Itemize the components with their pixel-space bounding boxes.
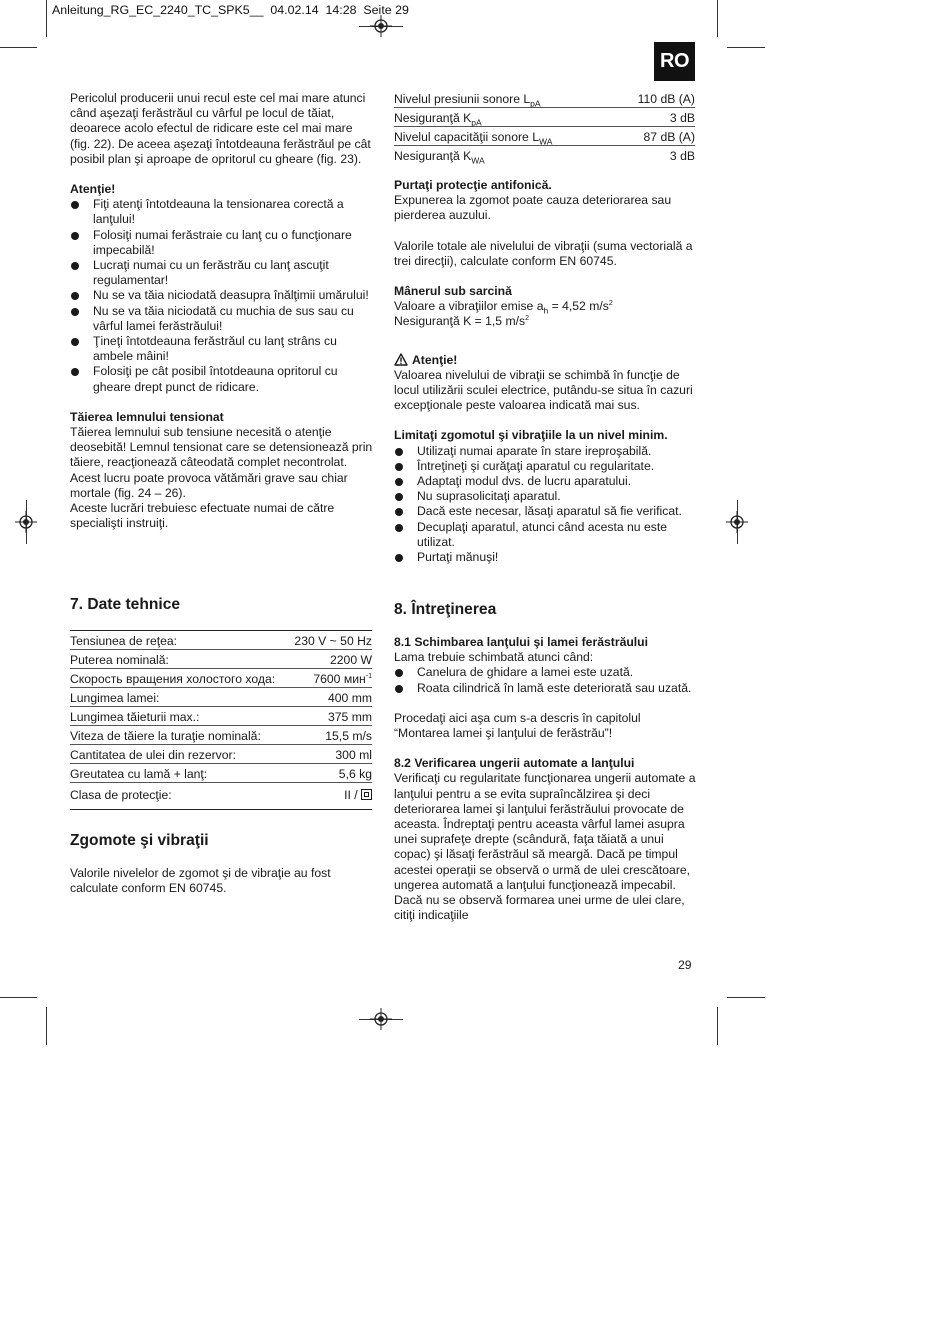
table-cell-label <box>394 89 615 108</box>
table-row <box>70 707 372 726</box>
handle-value: = 4,52 m/s <box>548 299 609 314</box>
handle-heading: Mânerul sub sarcină <box>394 284 512 299</box>
table-cell-value <box>289 783 372 810</box>
noise-table <box>394 89 695 164</box>
handle-exponent: 2 <box>608 300 613 308</box>
print-header <box>52 3 409 18</box>
handle-vibration-line <box>394 299 696 314</box>
handle-text: Valoare a vibraţiilor emise a <box>394 299 544 314</box>
kickback-paragraph: Pericolul producerii unui recul este cel mai mare atunci când aşezaţi ferăstrăul cu vârful pe locul de tăiat, deoarece acolo efectul de ridicare este cel mai mare (fig. 22). De aceea aşezaţi întotdeauna ferăstrăul pe cât posibil plan şi aproape de opritorul cu gheare (fig. 23). <box>70 91 371 166</box>
warning-title: Atenţie! <box>412 352 458 367</box>
list-item: Ţineţi întotdeauna ferăstrăul cu lanţ strâns cu ambele mâini! <box>70 334 373 364</box>
table-row <box>70 745 372 764</box>
right-column <box>394 178 696 565</box>
warning-heading <box>394 353 696 368</box>
table-cell-label: Viteza de tăiere la turaţie nominală: <box>70 726 289 745</box>
list-item: Întreţineţi şi curăţaţi aparatul cu regularitate. <box>394 459 696 474</box>
ear-protection-heading: Purtaţi protecţie antifonică. <box>394 178 552 192</box>
language-badge: RO <box>654 42 695 81</box>
table-cell-value: 375 mm <box>289 707 372 726</box>
crop-mark <box>727 997 765 998</box>
table-cell-label: Greutatea cu lamă + lanţ: <box>70 764 289 783</box>
limit-heading: Limitaţi zgomotul şi vibraţiile la un nivel minim. <box>394 428 668 443</box>
crop-mark <box>46 0 47 37</box>
table-row <box>70 631 372 650</box>
tech-data-table <box>70 630 372 810</box>
list-item: Lucraţi numai cu un ferăstrău cu lanţ ascuţit regulamentar! <box>70 258 373 288</box>
left-column <box>70 91 373 531</box>
noise-label: Nivelul capacităţii sonore L <box>394 129 539 144</box>
tensioned-wood-heading: Tăierea lemnului tensionat <box>70 409 224 424</box>
table-cell-value: 300 ml <box>289 745 372 764</box>
warning-triangle-icon <box>394 353 408 366</box>
attention-heading: Atenţie! <box>70 182 116 197</box>
table-cell-label <box>394 127 615 146</box>
vibration-paragraph: Valorile totale ale nivelului de vibraţii (suma vectorială a trei direcţii), calculate conform EN 60745. <box>394 238 693 268</box>
list-item: Fiţi atenţi întotdeauna la tensionarea corectă a lanţului! <box>70 197 373 227</box>
table-row <box>70 783 372 810</box>
table-cell-value: 110 dB (A) <box>615 89 695 108</box>
table-row <box>70 726 372 745</box>
protection-class-value: II / <box>344 788 358 803</box>
registration-mark-icon <box>15 511 37 533</box>
crop-mark <box>717 0 718 37</box>
section-8-1-paragraph: Lama trebuie schimbată atunci când: <box>394 650 594 665</box>
header-page-ref: Seite 29 <box>363 3 409 17</box>
tensioned-wood-paragraph-2: Aceste lucrări trebuiesc efectuate numai de către specialişti instruiţi. <box>70 501 335 531</box>
tensioned-wood-paragraph: Tăierea lemnului sub tensiune necesită o atenţie deosebită! Lemnul tensionat care se detensionează prin tăiere, reacţionează câteodată complet necontrolat. Acest lucru poate provoca vătămări grave sau chiar mortale (fig. 24 – 26). <box>70 425 373 500</box>
uncertainty-text: Nesiguranţă K = 1,5 m/s <box>394 314 526 329</box>
table-cell-label: Tensiunea de reţea: <box>70 631 289 650</box>
section-8-1-paragraph-2: Procedaţi aici aşa cum s-a descris în capitolul “Montarea lamei şi lanţului de ferăstrău”! <box>394 710 641 741</box>
noise-heading: Zgomote şi vibraţii <box>70 832 209 849</box>
table-cell-value: 5,6 kg <box>289 764 372 783</box>
limit-list <box>394 444 696 566</box>
table-cell-label: Clasa de protecţie: <box>70 783 289 810</box>
section-8-2-heading: 8.2 Verificarea ungerii automate a lanţului <box>394 756 635 771</box>
table-row <box>394 108 695 127</box>
tech-data-heading: 7. Date tehnice <box>70 596 181 613</box>
registration-mark-icon <box>370 1008 392 1030</box>
tech-data-table-wrap <box>70 630 372 810</box>
crop-mark <box>717 1007 718 1045</box>
crop-mark <box>0 997 37 998</box>
table-cell-label: Cantitatea de ulei din rezervor: <box>70 745 289 764</box>
section-8-2-paragraph: Verificaţi cu regularitate funcţionarea ungerii automate a lanţului pentru a se evita supraîncălzirea şi deci deteriorarea lamei şi lanţului ferăstrăului provocate de aceasta. Îndreptaţi pentru aceasta vârful lamei asupra unei suprafeţe drepte (scândură, faţa tăiată a unui copac) şi lăsaţi ferăstrăul să meargă. Dacă pe timpul acestei operaţii se observă o urmă de ulei crescătoare, ungerea automată a lanţului funcţionează impecabil. Dacă nu se observă formarea unei urme de ulei clare, citiţi indicaţiile <box>394 771 696 923</box>
table-cell-label <box>394 146 615 165</box>
table-row <box>394 89 695 108</box>
table-row <box>70 764 372 783</box>
registration-mark-icon <box>370 15 392 37</box>
table-cell-label: Puterea nominală: <box>70 650 289 669</box>
ear-protection-paragraph: Expunerea la zgomot poate cauza deteriorarea sau pierderea auzului. <box>394 193 672 223</box>
list-item: Dacă este necesar, lăsaţi aparatul să fie verificat. <box>394 504 696 519</box>
crop-mark <box>0 47 37 48</box>
list-item: Canelura de ghidare a lamei este uzată. <box>394 665 696 680</box>
noise-subscript: WA <box>471 155 485 166</box>
maintenance-heading: 8. Întreţinerea <box>394 601 497 618</box>
table-cell-value <box>289 669 372 688</box>
handle-uncertainty-line <box>394 314 696 329</box>
header-filename: Anleitung_RG_EC_2240_TC_SPK5__ <box>52 3 264 17</box>
handle-subscript: h <box>543 305 549 316</box>
list-item: Nu se va tăia niciodată cu muchia de sus sau cu vârful lamei ferăstrăului! <box>70 304 373 334</box>
protection-class-ii-icon <box>361 789 372 800</box>
noise-paragraph: Valorile nivelelor de zgomot şi de vibraţie au fost calculate conform EN 60745. <box>70 866 331 896</box>
header-time: 14:28 <box>325 3 357 17</box>
table-cell-value: 3 dB <box>615 108 695 127</box>
table-row <box>394 127 695 146</box>
list-item: Folosiţi numai ferăstraie cu lanţ cu o funcţionare impecabilă! <box>70 228 373 258</box>
noise-subscript: pA <box>530 98 541 109</box>
list-item: Nu suprasolicitaţi aparatul. <box>394 489 696 504</box>
table-cell-value: 2200 W <box>289 650 372 669</box>
registration-mark-icon <box>726 511 748 533</box>
page-number: 29 <box>678 958 692 972</box>
noise-label: Nivelul presiunii sonore L <box>394 91 531 106</box>
noise-table-wrap <box>394 89 695 164</box>
list-item: Decuplaţi aparatul, atunci când acesta nu este utilizat. <box>394 520 696 550</box>
idle-speed-value: 7600 мин <box>313 671 366 686</box>
table-cell-label <box>394 108 615 127</box>
table-cell-value: 3 dB <box>669 148 695 163</box>
list-item: Purtaţi mănuşi! <box>394 550 696 565</box>
table-cell-label: Lungimea lamei: <box>70 688 289 707</box>
idle-speed-exponent: -1 <box>365 672 372 680</box>
attention-list <box>70 197 373 395</box>
section-8-1-list <box>394 665 696 695</box>
section-8-1-heading: 8.1 Schimbarea lanţului şi lamei ferăstrăului <box>394 635 649 649</box>
table-cell-value: 15,5 m/s <box>289 726 372 745</box>
table-row <box>394 146 695 165</box>
table-cell-value: 230 V ~ 50 Hz <box>289 631 372 650</box>
noise-subscript: WA <box>538 136 553 147</box>
table-cell-label: Lungimea tăieturii max.: <box>70 707 289 726</box>
list-item: Roata cilindrică în lamă este deteriorată sau uzată. <box>394 681 696 696</box>
table-cell-value: 87 dB (A) <box>615 127 695 146</box>
warning-paragraph: Valoarea nivelului de vibraţii se schimbă în funcţie de locul utilizării sculei electrice, putându-se situa în cazuri excepţionale peste valoarea indicată mai sus. <box>394 367 693 413</box>
noise-subscript: pA <box>471 117 482 128</box>
table-row <box>70 669 372 688</box>
list-item: Folosiţi pe cât posibil întotdeauna opritorul cu gheare drept punct de ridicare. <box>70 364 373 394</box>
list-item: Adaptaţi modul dvs. de lucru aparatului. <box>394 474 696 489</box>
uncertainty-exponent: 2 <box>525 315 529 323</box>
noise-label: Nesiguranţă K <box>394 110 472 125</box>
crop-mark <box>46 1007 47 1045</box>
list-item: Utilizaţi numai aparate în stare ireproşabilă. <box>394 444 696 459</box>
table-cell-label: Скорость вращения холостого хода: <box>70 669 289 688</box>
maintenance-section <box>394 635 696 923</box>
table-cell-value: 400 mm <box>289 688 372 707</box>
crop-mark <box>727 47 765 48</box>
header-date: 04.02.14 <box>270 3 319 17</box>
table-row <box>70 650 372 669</box>
list-item: Nu se va tăia niciodată deasupra înălţimii umărului! <box>70 288 373 303</box>
table-row <box>70 688 372 707</box>
noise-label: Nesiguranţă K <box>394 148 472 163</box>
